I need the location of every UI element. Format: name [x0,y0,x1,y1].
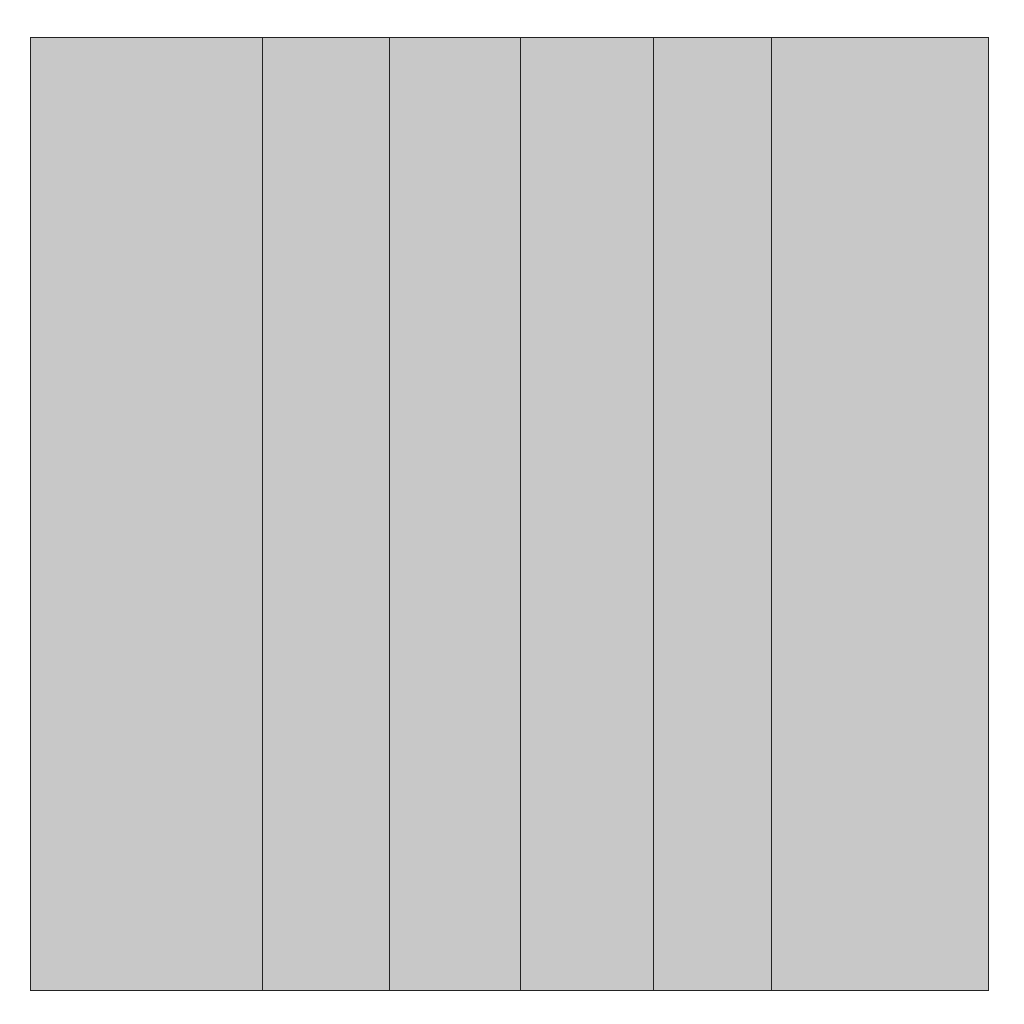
header-board-size [390,38,521,991]
header-row [31,38,989,991]
header-name [263,38,390,991]
spec-table [30,37,989,991]
header-board-weight [654,38,772,991]
header-accessories [772,38,989,991]
header-number-of-blocks [521,38,654,991]
header-product-pictures [31,38,263,991]
